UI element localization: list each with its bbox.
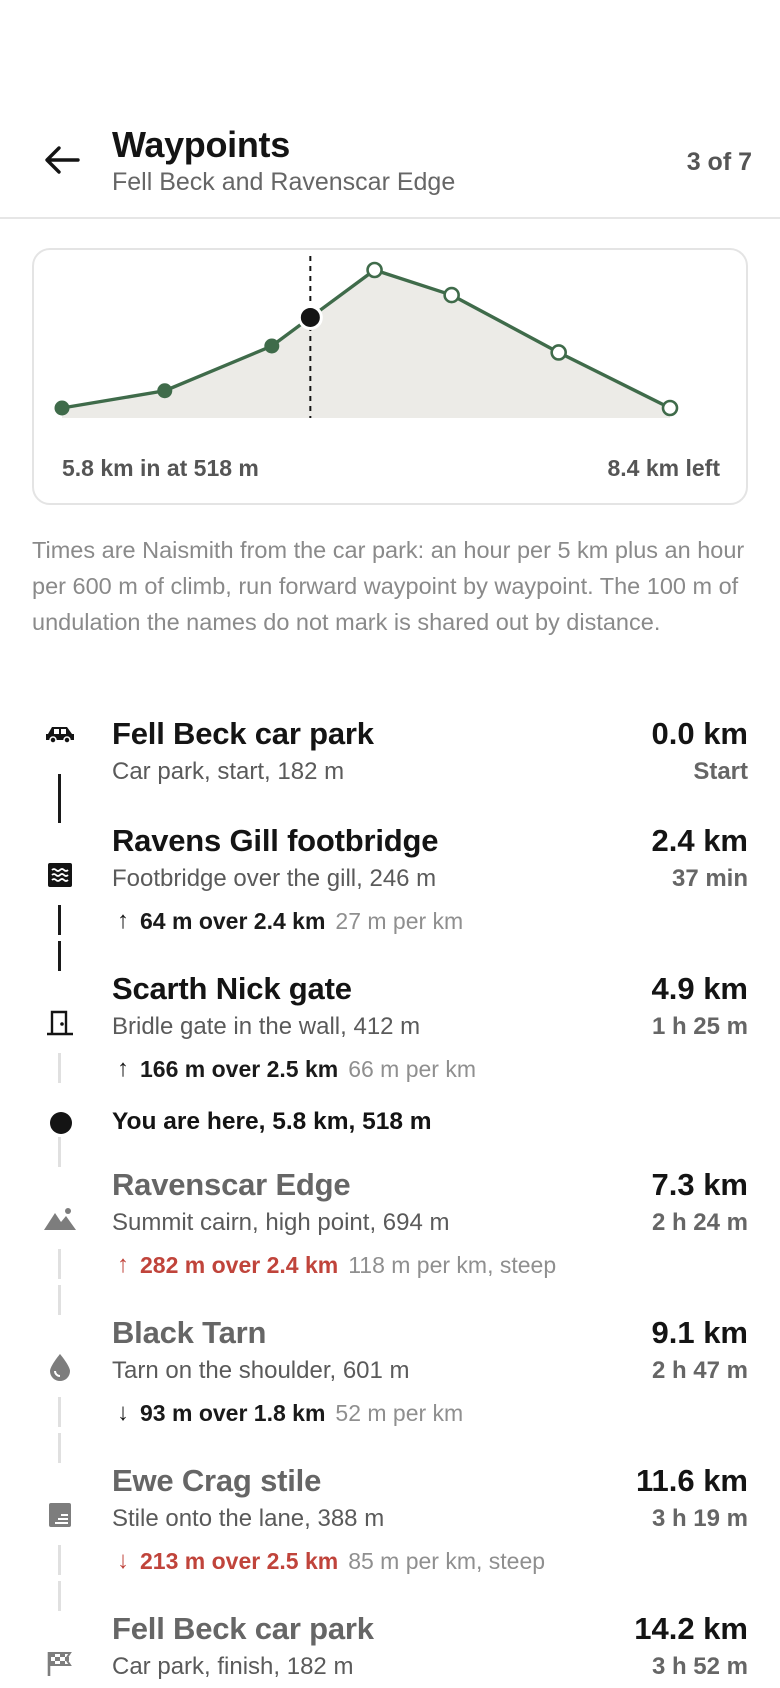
- waypoint-name: Fell Beck car park: [112, 716, 374, 751]
- waypoint-description: Summit cairn, high point, 694 m: [112, 1209, 450, 1236]
- drop-icon: [44, 1351, 76, 1383]
- waypoint-distance: 0.0 km: [651, 716, 748, 751]
- waypoint-distance: 2.4 km: [651, 823, 748, 858]
- climb-summary: [112, 1547, 545, 1575]
- climb-amount: 166 m over 2.5 km: [140, 1055, 339, 1082]
- waypoint-distance: 7.3 km: [651, 1167, 748, 1202]
- rail-segment: [58, 1545, 61, 1575]
- rail-segment: [58, 1433, 61, 1463]
- waypoint-name: Ravens Gill footbridge: [112, 823, 439, 858]
- naismith-note: Times are Naismith from the car park: an hour per 5 km plus an hour per 600 m of climb, run forward waypoint by waypoint. The 100 m of undulation the names do not mark is shared out by distance.: [32, 537, 745, 635]
- page-title: Waypoints: [112, 124, 290, 165]
- flag-icon: [44, 1647, 76, 1679]
- waypoint-row[interactable]: [0, 1463, 780, 1583]
- upcoming-waypoint-point: [663, 401, 677, 415]
- mountain-icon: [44, 1203, 76, 1235]
- waypoint-name: Ravenscar Edge: [112, 1167, 351, 1202]
- waypoint-row[interactable]: [0, 716, 780, 836]
- climb-summary: [112, 907, 463, 935]
- waypoint-distance: 9.1 km: [651, 1315, 748, 1350]
- waypoint-distance: 14.2 km: [634, 1611, 748, 1646]
- water-icon: [44, 859, 76, 891]
- waypoint-time: 3 h 52 m: [651, 1653, 748, 1680]
- route-rail: [44, 1463, 76, 1583]
- rail-segment: [58, 1397, 61, 1427]
- climb-rate: 66 m per km: [348, 1055, 477, 1082]
- rail-segment: [58, 793, 61, 823]
- climb-summary: [112, 1399, 463, 1427]
- waypoint-counter: 3 of 7: [686, 148, 752, 176]
- rail-segment: [58, 905, 61, 935]
- arrow-down-icon: ↓: [117, 1547, 129, 1574]
- climb-rate: 85 m per km, steep: [348, 1547, 546, 1574]
- climb-rate: 52 m per km: [335, 1399, 464, 1426]
- route-rail: [44, 1315, 76, 1435]
- route-rail: [44, 971, 76, 1091]
- arrow-down-icon: ↓: [117, 1399, 129, 1426]
- distance-in-label: 5.8 km in at 518 m: [62, 455, 259, 481]
- waypoint-name: Ewe Crag stile: [112, 1463, 322, 1498]
- upcoming-waypoint-point: [368, 263, 382, 277]
- waypoint-time: 37 min: [671, 865, 748, 892]
- upcoming-waypoint-point: [445, 288, 459, 302]
- elevation-profile-card: [32, 248, 748, 505]
- back-button[interactable]: [36, 138, 88, 182]
- route-name: Fell Beck and Ravenscar Edge: [112, 168, 456, 196]
- waypoint-time: Start: [693, 758, 748, 785]
- arrow-up-icon: ↑: [117, 1251, 129, 1278]
- waypoint-time: 1 h 25 m: [651, 1013, 748, 1040]
- rail-segment: [58, 1249, 61, 1279]
- waypoint-description: Car park, start, 182 m: [112, 758, 345, 785]
- waypoint-time: 3 h 19 m: [651, 1505, 748, 1532]
- waypoint-row[interactable]: [0, 1167, 780, 1287]
- waypoint-name: Scarth Nick gate: [112, 971, 352, 1006]
- waypoint-name: Fell Beck car park: [112, 1611, 374, 1646]
- route-rail: [44, 1611, 76, 1688]
- rail-segment: [58, 941, 61, 971]
- climb-amount: 213 m over 2.5 km: [140, 1547, 339, 1574]
- elevation-area: [62, 270, 670, 418]
- arrow-up-icon: ↑: [117, 1055, 129, 1082]
- waypoint-time: 2 h 24 m: [651, 1209, 748, 1236]
- rail-segment: [58, 1285, 61, 1315]
- current-position-row: [0, 1106, 780, 1142]
- waypoint-row[interactable]: [0, 971, 780, 1091]
- waypoint-time: 2 h 47 m: [651, 1357, 748, 1384]
- climb-rate: 27 m per km: [335, 907, 464, 934]
- waypoint-row[interactable]: [0, 823, 780, 943]
- arrow-up-icon: ↑: [117, 907, 129, 934]
- current-position-point: [299, 306, 321, 328]
- distance-left-label: 8.4 km left: [607, 455, 720, 481]
- climb-summary: [112, 1055, 476, 1083]
- app-header: [0, 0, 780, 219]
- car-icon: [44, 718, 76, 750]
- current-position-dot: [50, 1112, 72, 1134]
- waypoint-description: Tarn on the shoulder, 601 m: [112, 1357, 410, 1384]
- gate-icon: [44, 1007, 76, 1039]
- climb-amount: 93 m over 1.8 km: [140, 1399, 326, 1426]
- waypoint-row[interactable]: [0, 1611, 780, 1688]
- waypoint-distance: 4.9 km: [651, 971, 748, 1006]
- rail-segment: [58, 1581, 61, 1611]
- waypoint-distance: 11.6 km: [635, 1463, 748, 1498]
- route-rail: [44, 1167, 76, 1287]
- waypoint-description: Car park, finish, 182 m: [112, 1653, 354, 1680]
- waypoint-description: Footbridge over the gill, 246 m: [112, 865, 437, 892]
- waypoint-row[interactable]: [0, 1315, 780, 1435]
- climb-summary: [112, 1251, 556, 1279]
- waypoint-name: Black Tarn: [112, 1315, 267, 1350]
- passed-waypoint-point: [55, 401, 70, 416]
- stile-icon: [44, 1499, 76, 1531]
- climb-amount: 282 m over 2.4 km: [140, 1251, 339, 1278]
- passed-waypoint-point: [157, 383, 172, 398]
- upcoming-waypoint-point: [552, 345, 566, 359]
- rail-segment: [58, 1053, 61, 1083]
- arrow-left-icon: [44, 145, 80, 175]
- route-rail: [44, 823, 76, 943]
- climb-rate: 118 m per km, steep: [348, 1251, 557, 1278]
- passed-waypoint-point: [264, 339, 279, 354]
- climb-amount: 64 m over 2.4 km: [140, 907, 326, 934]
- waypoint-description: Bridle gate in the wall, 412 m: [112, 1013, 421, 1040]
- current-position-text: You are here, 5.8 km, 518 m: [112, 1108, 432, 1135]
- waypoint-description: Stile onto the lane, 388 m: [112, 1505, 385, 1532]
